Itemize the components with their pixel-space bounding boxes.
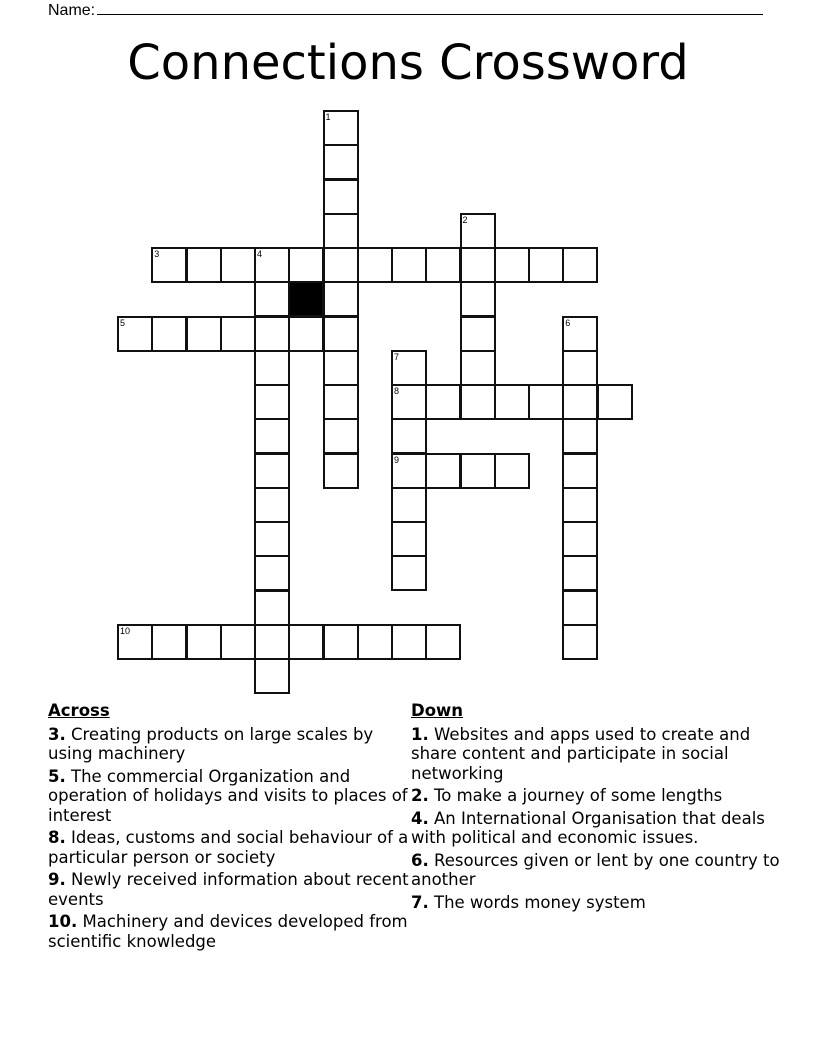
grid-cell[interactable]: [254, 590, 290, 626]
cell-number: 6: [565, 317, 571, 328]
clue-across-3: [48, 725, 410, 764]
name-label: Name:: [48, 2, 96, 19]
grid-cell[interactable]: [323, 316, 359, 352]
clue-across-5: [48, 767, 410, 826]
grid-cell[interactable]: [323, 213, 359, 249]
grid-cell[interactable]: [562, 350, 598, 386]
clue-across-10: [48, 912, 410, 951]
clue-text: Newly received information about recent events: [48, 870, 409, 909]
cell-number: 2: [462, 214, 468, 225]
grid-cell[interactable]: [220, 624, 256, 660]
grid-cell[interactable]: [186, 624, 222, 660]
grid-cell[interactable]: [254, 624, 290, 660]
clue-number: 4.: [411, 808, 429, 828]
grid-cell[interactable]: [117, 624, 153, 660]
cell-number: 4: [257, 249, 263, 259]
cell-number: 7: [394, 351, 400, 362]
clue-number: 7.: [411, 892, 429, 912]
grid-cell[interactable]: [460, 350, 496, 386]
clue-text: Machinery and devices developed from scientific knowledge: [48, 912, 408, 951]
cell-number: 9: [394, 454, 400, 465]
grid-cell[interactable]: [391, 350, 427, 386]
grid-cell[interactable]: [562, 521, 598, 557]
grid-cell[interactable]: [460, 453, 496, 489]
grid-cell[interactable]: [528, 247, 564, 283]
grid-cell[interactable]: [460, 213, 496, 249]
grid-cell[interactable]: [391, 521, 427, 557]
grid-cell[interactable]: [357, 624, 393, 660]
clue-number: 2.: [411, 786, 429, 805]
clue-text: An International Organisation that deals with political and economic issues.: [411, 808, 765, 847]
grid-cell[interactable]: [288, 624, 324, 660]
grid-cell[interactable]: [323, 281, 359, 317]
grid-cell[interactable]: [562, 555, 598, 591]
grid-cell[interactable]: [323, 418, 359, 454]
grid-cell[interactable]: [254, 487, 290, 523]
grid-cell[interactable]: [323, 350, 359, 386]
grid-cell[interactable]: [151, 316, 187, 352]
grid-cell[interactable]: [391, 453, 427, 489]
clue-text: Resources given or lent by one country to another: [411, 850, 780, 889]
grid-cell[interactable]: [494, 384, 530, 420]
grid-cell[interactable]: [254, 281, 290, 317]
clue-number: 6.: [411, 850, 429, 870]
cell-number: 3: [154, 249, 160, 259]
cell-number: 5: [120, 317, 126, 328]
clue-text: The commercial Organization and operation of holidays and visits to places of interest: [48, 766, 408, 825]
black-cell: [288, 281, 324, 317]
grid-cell[interactable]: [528, 384, 564, 420]
grid-cell[interactable]: [460, 384, 496, 420]
grid-cell[interactable]: [562, 453, 598, 489]
grid-cell[interactable]: [562, 316, 598, 352]
cell-number: 10: [120, 625, 131, 636]
clue-text: Creating products on large scales by using machinery: [48, 724, 374, 763]
cell-number: 8: [394, 386, 400, 396]
grid-cell[interactable]: [254, 453, 290, 489]
clue-across-8: [48, 828, 410, 867]
grid-cell[interactable]: [460, 281, 496, 317]
grid-cell[interactable]: [391, 555, 427, 591]
cell-number: 1: [325, 112, 331, 122]
grid-cell[interactable]: [425, 453, 461, 489]
grid-cell[interactable]: [391, 247, 427, 283]
grid-cell[interactable]: [323, 624, 359, 660]
grid-cell[interactable]: [254, 418, 290, 454]
across-heading: Across: [48, 701, 110, 720]
grid-cell[interactable]: [254, 521, 290, 557]
grid-cell[interactable]: [323, 453, 359, 489]
clue-text: To make a journey of some lengths: [428, 786, 723, 805]
grid-cell[interactable]: [254, 384, 290, 420]
clue-number: 3.: [48, 724, 66, 744]
grid-cell[interactable]: [391, 418, 427, 454]
grid-cell[interactable]: [151, 624, 187, 660]
grid-cell[interactable]: [151, 247, 187, 283]
grid-cell[interactable]: [460, 247, 496, 283]
clue-down-4: [411, 809, 781, 848]
clue-number: 1.: [411, 724, 429, 744]
grid-cell[interactable]: [562, 487, 598, 523]
grid-cell[interactable]: [460, 316, 496, 352]
grid-cell[interactable]: [562, 418, 598, 454]
down-clues: [411, 701, 781, 915]
page-title: Connections Crossword: [127, 35, 689, 91]
grid-cell[interactable]: [117, 316, 153, 352]
clue-text: Websites and apps used to create and share content and participate in social networking: [411, 724, 751, 783]
grid-cell[interactable]: [254, 555, 290, 591]
grid-cell[interactable]: [562, 624, 598, 660]
grid-cell[interactable]: [186, 316, 222, 352]
grid-cell[interactable]: [254, 350, 290, 386]
grid-cell[interactable]: [425, 247, 461, 283]
clue-text: Ideas, customs and social behaviour of a particular person or society: [48, 828, 409, 867]
grid-cell[interactable]: [254, 658, 290, 694]
grid-cell[interactable]: [562, 384, 598, 420]
grid-cell[interactable]: [391, 487, 427, 523]
grid-cell[interactable]: [562, 247, 598, 283]
clue-down-1: [411, 725, 781, 784]
clue-down-6: [411, 851, 781, 890]
clue-number: 5.: [48, 766, 66, 786]
clue-text: The words money system: [428, 892, 646, 912]
clue-down-2: [411, 786, 781, 806]
grid-cell[interactable]: [391, 384, 427, 420]
clue-number: 9.: [48, 870, 66, 889]
grid-cell[interactable]: [357, 247, 393, 283]
grid-cell[interactable]: [220, 247, 256, 283]
grid-cell[interactable]: [597, 384, 633, 420]
grid-cell[interactable]: [220, 316, 256, 352]
grid-cell[interactable]: [391, 624, 427, 660]
grid-cell[interactable]: [323, 179, 359, 215]
grid-cell[interactable]: [288, 316, 324, 352]
grid-cell[interactable]: [494, 247, 530, 283]
grid-cell[interactable]: [323, 110, 359, 146]
clue-number: 10.: [48, 912, 78, 931]
grid-cell[interactable]: [288, 247, 324, 283]
grid-cell[interactable]: [323, 144, 359, 180]
grid-cell[interactable]: [323, 384, 359, 420]
grid-cell[interactable]: [494, 453, 530, 489]
grid-cell[interactable]: [425, 384, 461, 420]
clue-number: 8.: [48, 828, 66, 847]
grid-cell[interactable]: [254, 247, 290, 283]
down-heading: Down: [411, 701, 464, 720]
grid-cell[interactable]: [425, 624, 461, 660]
across-clues: [48, 701, 410, 954]
grid-cell[interactable]: [186, 247, 222, 283]
clue-across-9: [48, 870, 410, 909]
grid-cell[interactable]: [323, 247, 359, 283]
clue-down-7: [411, 893, 781, 913]
grid-cell[interactable]: [562, 590, 598, 626]
grid-cell[interactable]: [254, 316, 290, 352]
